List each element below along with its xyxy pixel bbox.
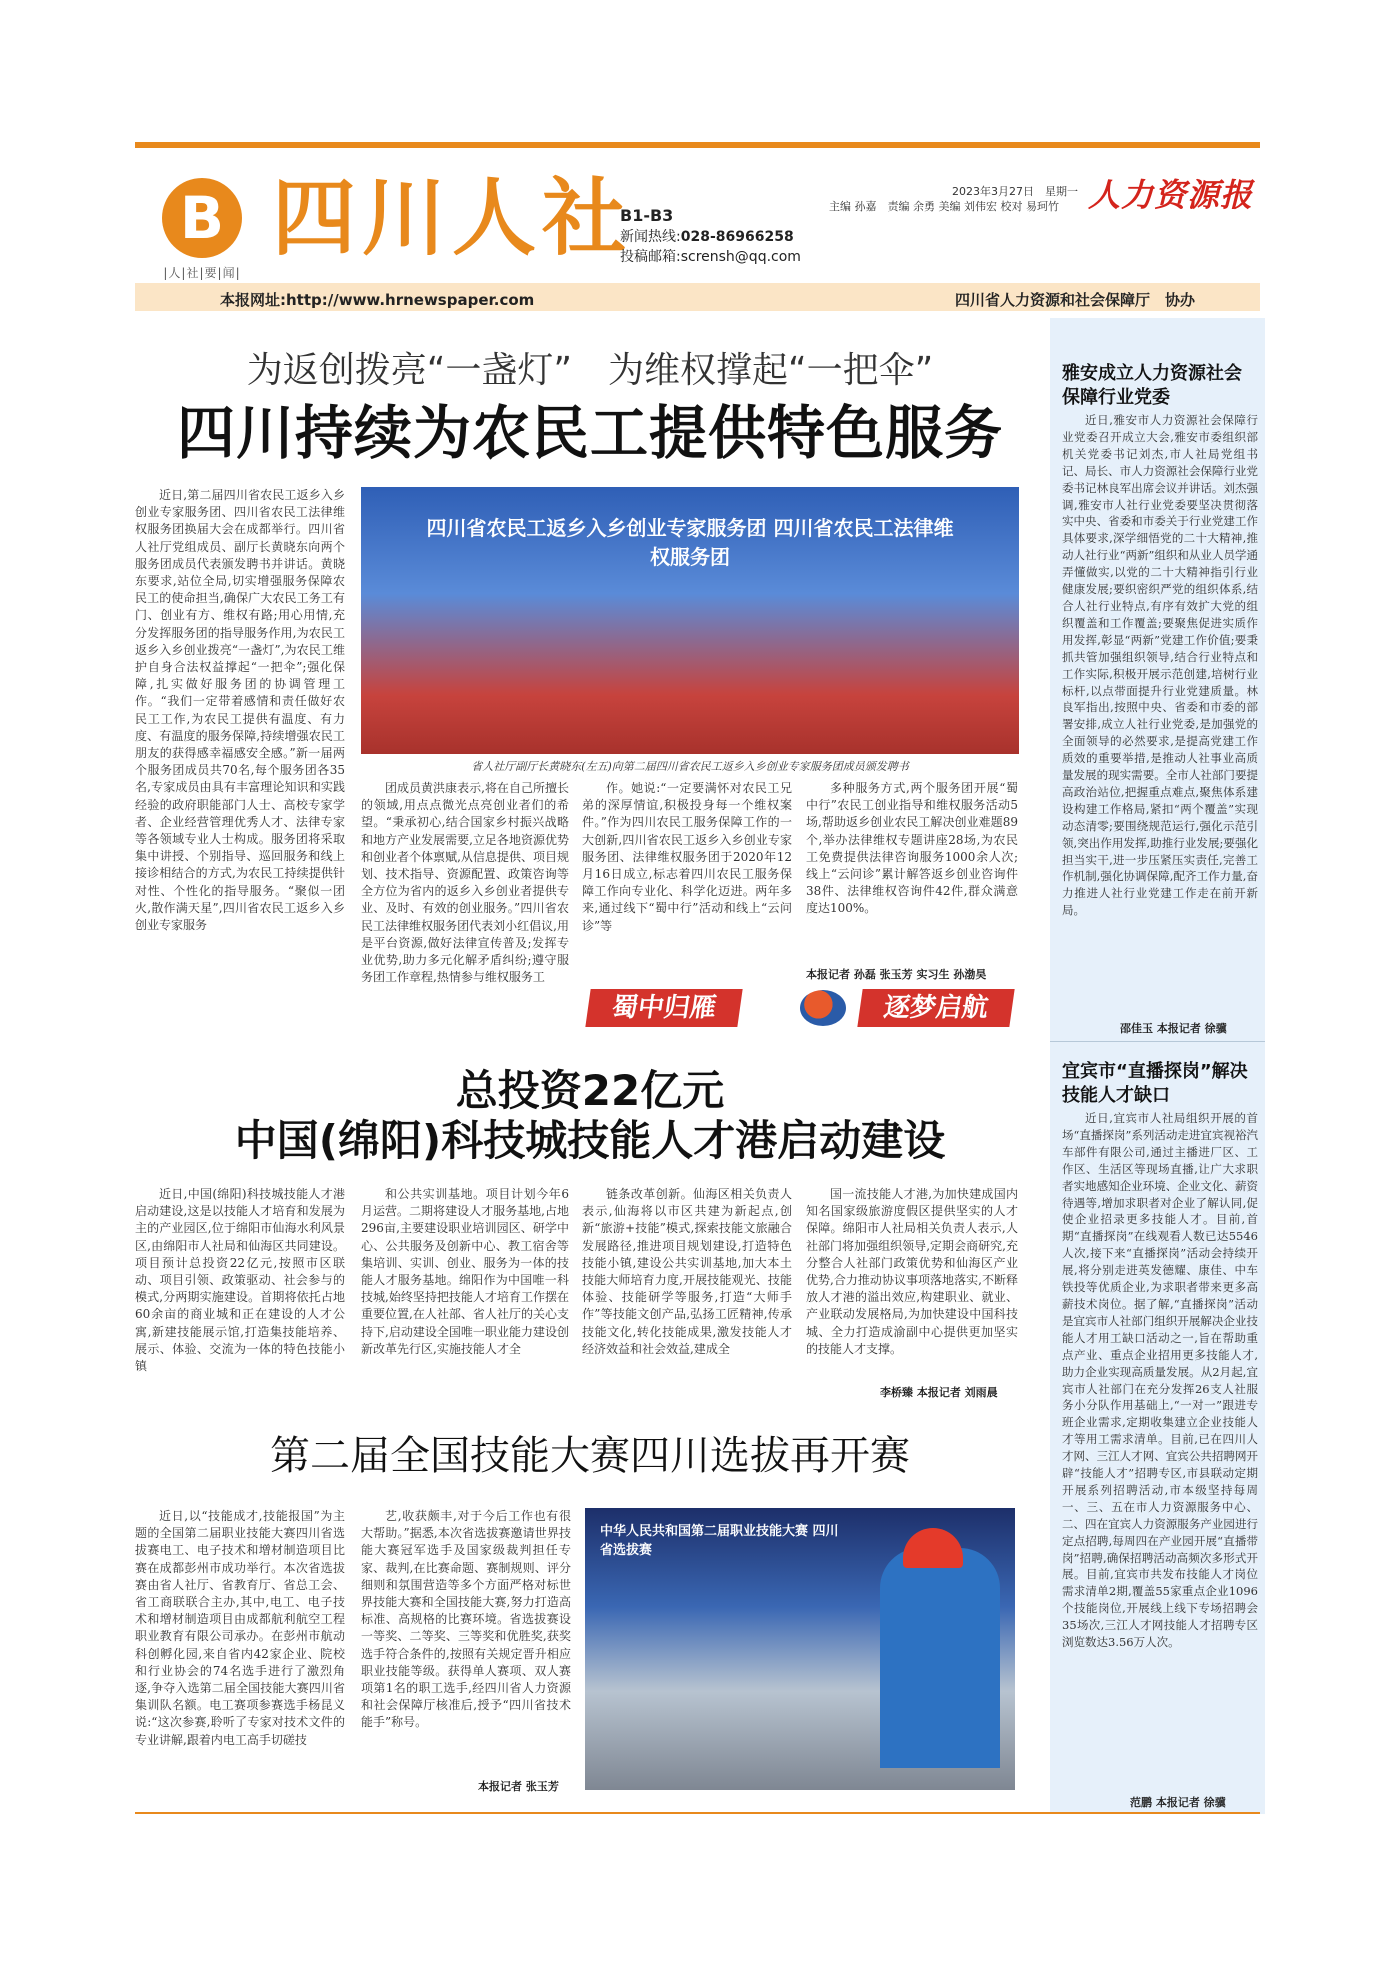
contestant-figure <box>880 1548 1000 1768</box>
submission-email: 投稿邮箱:scrensh@qq.com <box>620 249 801 265</box>
website-url: 本报网址:http://www.hrnewspaper.com <box>220 291 535 309</box>
sidebar-story2-title: 宜宾市“直播探岗”解决技能人才缺口 <box>1062 1061 1248 1106</box>
section-badge: B <box>162 178 242 258</box>
article2-title-line2: 中国(绵阳)科技城技能人才港启动建设 <box>234 1116 946 1165</box>
sidebar-divider <box>1050 1041 1265 1042</box>
article3-byline: 本报记者 张玉芳 <box>478 1780 559 1793</box>
article1-col2: 团成员黄洪康表示,将在自己所擅长的领域,用点点微光点亮创业者们的希望。“秉承初心,结合国家乡村振兴战略和地方产业发展需要,立足各地资源优势和创业者个体禀赋,从信息提供、项目规划、技术指导、资源配置、政策咨询等全方位为省内的返乡入乡创业者提供专业、及时、有效的创业服务。”四川省农民工法律维权服务团代表刘小红倡议,用是平台资源,做好法律宣传普及;发挥专业优势,助力多元化解矛盾纠纷;遵守服务团工作章程,热情参与维权服务工 <box>361 781 569 985</box>
article1-byline: 本报记者 孙磊 张玉芳 实习生 孙渤昊 <box>806 968 987 981</box>
article2-byline: 李桥臻 本报记者 刘雨晨 <box>880 1386 998 1399</box>
article1-subhead: 为返创拨亮“一盏灯” 为维权撑起“一把伞” <box>246 350 934 391</box>
sidebar-story1-text: 近日,雅安市人力资源社会保障行业党委召开成立大会,雅安市委组织部机关党委书记刘杰,市人社局党组书记、局长、市人力资源社会保障行业党委书记林良军出席会议并讲话。刘杰强调,雅安市人社行业党委要坚决贯彻落实中央、省委和市委关于行业党建工作具体要求,深学细悟党的二十大精神,推动人社行业“两新”组织和从业人员学通弄懂做实,以党的二十大精神指引行业健康发展;要织密织严党的组织体系,结合人社行业特点,有序有效扩大党的组织覆盖和工作覆盖;要聚焦促进实质作用发挥,彰显“两新”党建工作价值;要秉抓共管加强组织领导,结合行业特点和工作实际,积极开展示范创建,培树行业标杆,以点带面提升行业党建质量。林良军指出,按照中央、省委和市委的部署安排,成立人社行业党委,是加强党的全面领导的必然要求,是提高党建工作质效的重要举措,是推动人社事业高质量发展的现实需要。全市人社部门要提高政治站位,把握重点难点,聚焦体系建设构建工作格局,紧扣“两个覆盖”实现动态清零;要围绕规范运行,强化示范引领,突出作用发挥,助推行业发展;要强化担当实干,进一步压紧压实责任,完善工作机制,强化协调保障,配齐工作力量,奋力推进人社行业党建工作走在前开新局。 <box>1062 413 1258 918</box>
banner-right: 逐梦启航 <box>857 989 1014 1027</box>
article1-col1: 近日,第二届四川省农民工返乡入乡创业专家服务团、四川省农民工法律维权服务团换届大会在成都举行。四川省人社厅党组成员、副厅长黄晓东向两个服务团成员代表颁发聘书并讲话。黄晓东要求,站位全局,切实增强服务保障农民工的使命担当,确保广大农民工务工有门、创业有方、维权有路;用心用情,充分发挥服务团的指导服务作用,为农民工返乡入乡创业拨亮“一盏灯”,为农民工维护自身合法权益撑起“一把伞”;强化保障,扎实做好服务团的协调管理工作。“我们一定带着感情和责任做好农民工工作,为农民工提供有温度、有力度、有温度的服务保障,持续增强农民工朋友的获得感幸福感安全感。”新一届两个服务团成员共70名,每个服务团各35名,专家成员由具有丰富理论知识和实践经验的政府职能部门人士、高校专家学者、企业经营管理优秀人才、法律专家等各领域专业人士构成。服务团将采取集中讲授、个别指导、巡回服务和线上接诊相结合的方式,为农民工持续提供针对性、个性化的指导服务。“聚似一团火,散作满天星”,四川省农民工返乡入乡创业专家服务 <box>135 488 345 933</box>
issue-date: 2023年3月27日 星期一 <box>952 185 1078 198</box>
newspaper-brand: 人力资源报 <box>1088 176 1254 214</box>
banner-logo-icon <box>800 990 846 1026</box>
article3-title: 第二届全国技能大赛四川选拔再开赛 <box>270 1433 910 1479</box>
badge-subtitle: |人|社|要|闻| <box>163 266 241 280</box>
sidebar-story2-byline: 范鹏 本报记者 徐骥 <box>1130 1796 1226 1809</box>
article2-col3: 链条改革创新。仙海区相关负责人表示,仙海将以市区共建为新起点,创新“旅游+技能”模式,探索技能文旅融合发展路径,推进项目规划建设,打造特色技能小镇,建设公共实训基地,加大本土技能大师培育力度,开展技能观光、技能体验、技能研学等服务,打造“大师手作”等技能文创产品,弘扬工匠精神,传承技能文化,转化技能成果,激发技能人才经济效益和社会效益,建成全 <box>582 1187 792 1356</box>
article1-caption: 省人社厅副厅长黄晓东(左五)向第二届四川省农民工返乡入乡创业专家服务团成员颁发聘书 <box>471 760 909 773</box>
co-organizer: 四川省人力资源和社会保障厅 协办 <box>955 291 1196 309</box>
article1-col4: 多种服务方式,两个服务团开展“蜀中行”农民工创业指导和维权服务活动5场,帮助返乡创业农民工解决创业难题89个,举办法律维权专题讲座28场,为农民工免费提供法律咨询服务1000余人次;线上“云问诊”累计解答返乡创业咨询件38件、法律维权咨询件42件,群众满意度达100%。 <box>806 781 1018 916</box>
page-range: B1-B3 <box>620 206 674 225</box>
article1-title: 四川持续为农民工提供特色服务 <box>176 399 1003 467</box>
article3-col1: 近日,以“技能成才,技能报国”为主题的全国第二届职业技能大赛四川省选拔赛电工、电子技术和增材制造项目比赛在成都彭州市成功举行。本次省选拔赛由省人社厅、省教育厅、省总工会、省工商联联合主办,其中,电工、电子技术和增材制造项目由成都航利航空工程职业教育有限公司承办。在彭州市航动科创孵化园,来自省内42家企业、院校和行业协会的74名选手进行了激烈角逐,争夺入选第二届全国技能大赛四川省集训队名额。电工赛项参赛选手杨昆义说:“这次参赛,聆听了专家对技术文件的专业讲解,跟着内电工高手切磋技 <box>135 1509 345 1747</box>
hotline <box>620 226 794 246</box>
sidebar-story2-text: 近日,宜宾市人社局组织开展的首场“直播探岗”系列活动走进宜宾视裕汽车部件有限公司,通过主播进厂区、工作区、生活区等现场直播,让广大求职者实地感知企业环境、企业文化、薪资待遇等,增加求职者对企业了解认同,促使企业招录更多技能人才。目前,首期“直播探岗”在线观看人数已达5546人次,接下来“直播探岗”活动会持续开展,将分别走进英发德耀、康佳、中车铁投等优质企业,为求职者带来更多高薪技术岗位。据了解,“直播探岗”活动是宜宾市人社部门组织开展解决企业技能人才用工缺口活动之一,旨在帮助重点产业、重点企业招用更多技能人才,助力企业实现高质量发展。从2月起,宜宾市人社部门在充分发挥26支人社服务小分队作用基础上,“一对一”跟进专班企业需求,定期收集建立企业技能人才等用工需求清单。目前,已在四川人才网、三江人才网、宜宾公共招聘网开辟“技能人才”招聘专区,市县联动定期开展系列招聘活动,市本级坚持每周一、三、五在市人力资源服务中心、二、四在宜宾人力资源服务产业园进行定点招聘,每周四在产业园开展“直播带岗”招聘,确保招聘活动高频次多形式开展。目前,宜宾市共发布技能人才岗位需求清单2期,覆盖55家重点企业1096个技能岗位,开展线上线下专场招聘会35场次,三江人才网技能人才招聘专区浏览数达3.56万人次。 <box>1062 1111 1258 1650</box>
bottom-rule <box>135 1812 1260 1814</box>
hotline-number: 028-86966258 <box>680 229 794 245</box>
masthead-title: 四川人社 <box>272 169 633 267</box>
sidebar-story1-byline: 邵佳玉 本报记者 徐骥 <box>1120 1022 1227 1035</box>
hotline-label: 新闻热线: <box>620 229 681 245</box>
editor-credits: 主编 孙嘉 责编 余勇 美编 刘伟宏 校对 易珂竹 <box>829 200 1059 213</box>
article2-col4: 国一流技能人才港,为加快建成国内知名国家级旅游度假区提供坚实的人才保障。绵阳市人社局相关负责人表示,人社部门将加强组织领导,定期会商研究,充分整合人社部门政策优势和仙海区产业优势,合力推动协议事项落地落实,不断释放人才港的溢出效应,构建职业、就业、产业联动发展格局,为加快建设中国科技城、全力打造成渝副中心提供更加坚实的技能人才支撑。 <box>806 1187 1018 1356</box>
article1-photo-banner: 四川省农民工返乡入乡创业专家服务团 四川省农民工法律维权服务团 <box>426 516 954 569</box>
article2-col1: 近日,中国(绵阳)科技城技能人才港启动建设,这是以技能人才培育和发展为主的产业园区,位于绵阳市仙海水利风景区,由绵阳市人社局和仙海区共同建设。项目预计总投资22亿元,按照市区联动、项目引领、政策驱动、社会参与的模式,分两期实施建设。首期将依托占地60余亩的商业城和正在建设的人才公寓,新建技能展示馆,打造集技能培养、展示、体验、交流为一体的特色技能小镇 <box>135 1187 345 1374</box>
top-rule <box>135 142 1260 148</box>
sidebar-story1-title: 雅安成立人力资源社会保障行业党委 <box>1062 363 1242 408</box>
article1-col3: 作。她说:“一定要满怀对农民工兄弟的深厚情谊,积极投身每一个维权案件。”作为四川农民工服务保障工作的一大创新,四川省农民工返乡入乡创业专家服务团、法律维权服务团于2020年12月16日成立,标志着四川农民工服务保障工作向专业化、科学化迈进。两年多来,通过线下“蜀中行”活动和线上“云问诊”等 <box>582 781 792 933</box>
article3-photo-banner: 中华人民共和国第二届职业技能大赛 四川省选拔赛 <box>600 1524 839 1558</box>
article2-title-line1: 总投资22亿元 <box>455 1066 725 1115</box>
banner-left: 蜀中归雁 <box>585 989 742 1027</box>
article2-col2: 和公共实训基地。项目计划今年6月运营。二期将建设人才服务基地,占地296亩,主要建设职业培训园区、研学中心、公共服务及创新中心、教工宿舍等集培训、实训、创业、服务为一体的技能人才服务基地。绵阳作为中国唯一科技城,始终坚持把技能人才培育工作摆在重要位置,在人社部、省人社厅的关心支持下,启动建设全国唯一职业能力建设创新改革先行区,实施技能人才全 <box>361 1187 569 1356</box>
article3-col2: 艺,收获颇丰,对于今后工作也有很大帮助。”据悉,本次省选拔赛邀请世界技能大赛冠军选手及国家级裁判担任专家、裁判,在比赛命题、赛制规则、评分细则和氛围营造等多个方面严格对标世界技能大赛和全国技能大赛,努力打造高标准、高规格的比赛环境。省选拔赛设一等奖、二等奖、三等奖和优胜奖,获奖选手符合条件的,按照有关规定晋升相应职业技能等级。获得单人赛项、双人赛项第1名的职工选手,经四川省人力资源和社会保障厅核准后,授予“四川省技术能手”称号。 <box>361 1509 571 1730</box>
